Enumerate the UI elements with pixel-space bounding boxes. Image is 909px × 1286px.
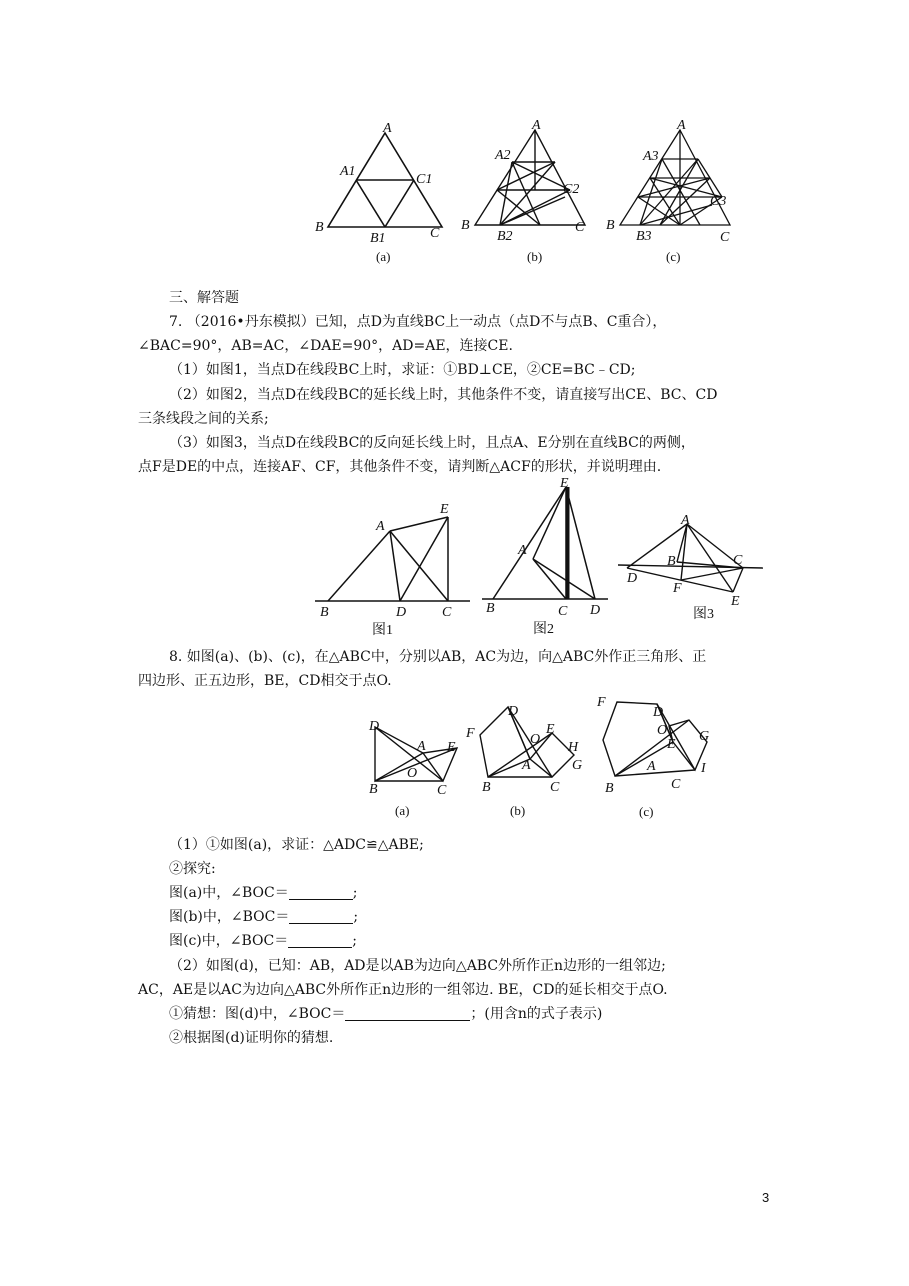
q7-part3-line1: （3）如图3，当点D在线段BC的反向延长线上时，且点A、E分别在直线BC的两侧，	[169, 435, 695, 451]
answer-blank-b[interactable]	[289, 908, 353, 924]
label-D: D	[396, 605, 407, 620]
label-B: B	[605, 781, 614, 796]
label-C1: C1	[416, 172, 433, 187]
label-C: C	[733, 553, 743, 568]
label-D: D	[627, 571, 638, 586]
label-B: B	[369, 782, 378, 797]
label-F: F	[466, 726, 475, 741]
q8-line1: 8. 如图(a)、(b)、(c)，在△ABC中，分别以AB，AC为边，向△ABC外作正三角形、正	[169, 649, 707, 665]
label-B2: B2	[497, 229, 513, 244]
fill-a-label: 图(a)中，∠BOC＝	[169, 885, 289, 901]
label-G: G	[699, 729, 710, 744]
label-E: E	[440, 502, 449, 517]
label-I: I	[701, 761, 706, 776]
label-A: A	[383, 121, 392, 136]
q8-part1b: ②探究:	[169, 861, 216, 877]
fill-c-label: 图(c)中，∠BOC＝	[169, 933, 289, 949]
label-B: B	[315, 220, 324, 235]
label-D: D	[369, 719, 380, 734]
label-B1: B1	[370, 231, 386, 246]
caption-fig2: 图2	[533, 622, 554, 637]
caption-8a: (a)	[395, 803, 410, 818]
q8-part1: （1）①如图(a)，求证：△ADC≌△ABE;	[169, 837, 424, 853]
figure-8-c	[585, 690, 720, 825]
label-A: A	[532, 118, 541, 133]
semicolon: ;	[353, 909, 359, 925]
label-C: C	[558, 604, 568, 619]
label-C: C	[442, 605, 452, 620]
answer-blank-c[interactable]	[288, 932, 352, 948]
label-E: E	[546, 722, 555, 737]
q7-part2-line2: 三条线段之间的关系;	[138, 411, 269, 427]
label-C: C	[430, 226, 440, 241]
figure-8-a	[365, 715, 465, 825]
label-E: E	[560, 476, 569, 491]
label-E: E	[667, 737, 676, 752]
guess-label: ①猜想：图(d)中，∠BOC＝	[169, 1006, 346, 1022]
label-C: C	[437, 783, 447, 798]
q8-line2: 四边形、正五边形，BE，CD相交于点O.	[138, 673, 392, 689]
answer-blank-guess[interactable]	[345, 1005, 470, 1021]
section-title: 三、解答题	[169, 290, 239, 306]
semicolon: ;	[352, 885, 358, 901]
guess-tail: ；(用含n的式子表示)	[470, 1006, 603, 1022]
label-A3: A3	[643, 149, 659, 164]
label-B3: B3	[636, 229, 652, 244]
caption-8c: (c)	[639, 804, 654, 819]
caption-a: (a)	[376, 249, 391, 264]
caption-fig3: 图3	[693, 607, 714, 622]
semicolon: ;	[352, 933, 357, 949]
figure-8-b	[460, 695, 590, 825]
q7-line2: ∠BAC=90°，AB=AC，∠DAE=90°，AD=AE，连接CE.	[138, 338, 513, 354]
label-E: E	[731, 594, 740, 609]
caption-c: (c)	[666, 249, 681, 264]
figure-triangle-b	[455, 115, 595, 265]
fill-b-label: 图(b)中，∠BOC＝	[169, 909, 290, 925]
q8-fill-a	[169, 883, 909, 903]
figure-7-3	[615, 510, 765, 625]
label-B: B	[667, 554, 676, 569]
label-A: A	[647, 759, 656, 774]
label-C3: C3	[710, 194, 727, 209]
q7-line1: 7. （2016•丹东模拟）已知，点D为直线BC上一动点（点D不与点B、C重合），	[169, 314, 667, 330]
label-C: C	[720, 230, 730, 245]
label-A: A	[417, 739, 426, 754]
figure-7-2	[478, 475, 613, 643]
label-O: O	[530, 732, 541, 747]
q7-part2-line1: （2）如图2，当点D在线段BC的延长线上时，其他条件不变，请直接写出CE、BC、CD	[169, 387, 718, 403]
label-B: B	[482, 780, 491, 795]
label-C: C	[550, 780, 560, 795]
label-F: F	[673, 581, 682, 596]
label-C2: C2	[563, 182, 580, 197]
q7-part1: （1）如图1，当点D在线段BC上时，求证：①BD⊥CE，②CE=BC﹣CD;	[169, 362, 636, 378]
q8-guess	[169, 1004, 909, 1024]
label-A: A	[522, 758, 531, 773]
label-O: O	[657, 723, 668, 738]
figure-triangle-a	[310, 115, 450, 265]
q8-fill-c	[169, 931, 909, 951]
label-D: D	[590, 603, 601, 618]
label-B: B	[320, 605, 329, 620]
label-H: H	[568, 740, 579, 755]
label-B: B	[461, 218, 470, 233]
caption-8b: (b)	[510, 803, 526, 818]
caption-fig1: 图1	[372, 623, 393, 638]
label-A1: A1	[340, 164, 356, 179]
label-C: C	[575, 220, 585, 235]
label-B: B	[606, 218, 615, 233]
figure-triangle-c	[600, 115, 740, 265]
caption-b: (b)	[527, 249, 543, 264]
label-O: O	[407, 766, 418, 781]
label-A: A	[376, 519, 385, 534]
q7-part3-line2: 点F是DE的中点，连接AF、CF，其他条件不变，请判断△ACF的形状，并说明理由.	[138, 459, 662, 475]
q8-fill-b	[169, 907, 909, 927]
label-A: A	[677, 118, 686, 133]
q8-part2-line2: AC，AE是以AC为边向△ABC外所作正n边形的一组邻边. BE，CD的延长相交于点O.	[138, 982, 668, 998]
label-A: A	[681, 513, 690, 528]
label-A: A	[518, 543, 527, 558]
label-C: C	[671, 777, 681, 792]
label-A2: A2	[495, 148, 511, 163]
label-D: D	[653, 705, 664, 720]
figure-7-1	[310, 495, 475, 643]
q8-part2-line1: （2）如图(d)，已知：AB，AD是以AB为边向△ABC外所作正n边形的一组邻边;	[169, 958, 666, 974]
q8-prove: ②根据图(d)证明你的猜想.	[169, 1030, 334, 1046]
label-B: B	[486, 601, 495, 616]
label-G: G	[572, 758, 583, 773]
page-number: 3	[762, 1190, 770, 1205]
label-F: F	[597, 695, 606, 710]
label-E: E	[447, 740, 456, 755]
label-D: D	[508, 704, 519, 719]
answer-blank-a[interactable]	[289, 884, 353, 900]
